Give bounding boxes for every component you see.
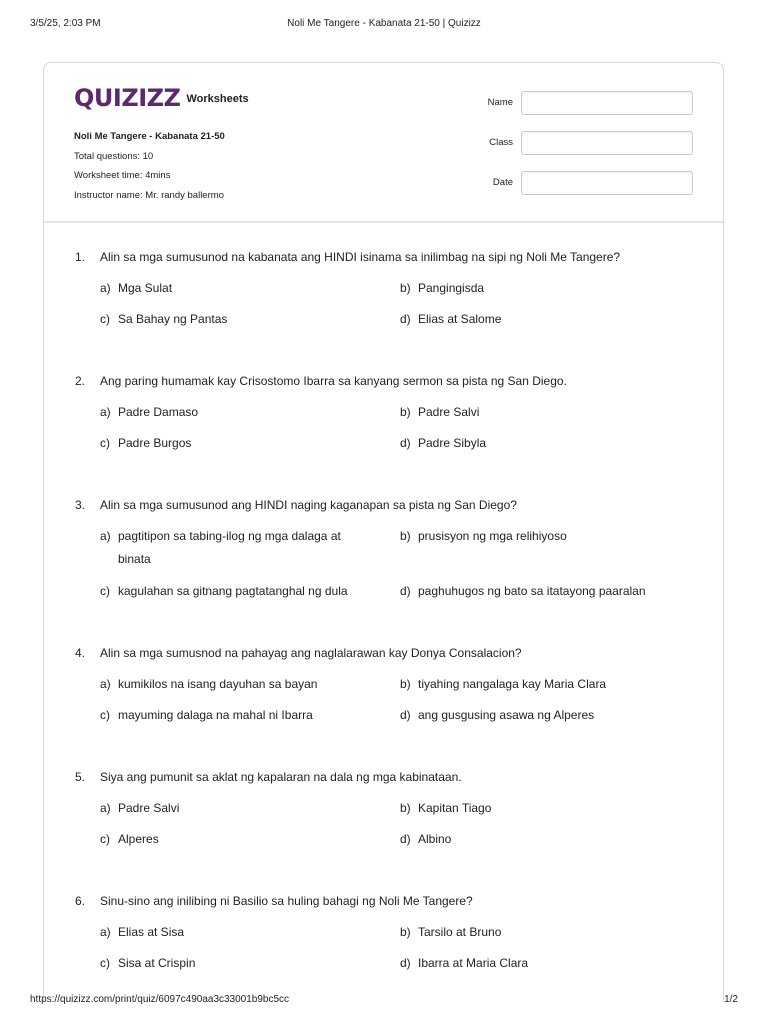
worksheet-time: Worksheet time: 4mins — [74, 170, 171, 181]
option-letter: c) — [100, 832, 110, 846]
option-c — [100, 704, 375, 727]
option-letter: a) — [100, 801, 111, 815]
instructor-name: Instructor name: Mr. randy ballermo — [74, 189, 224, 201]
name-field-row — [473, 91, 693, 115]
option-letter: a) — [100, 677, 111, 691]
option-letter: d) — [400, 584, 411, 598]
option-d — [400, 432, 675, 455]
option-letter: b) — [400, 529, 411, 543]
option-letter: d) — [400, 832, 411, 846]
option-text: Padre Salvi — [418, 405, 480, 419]
print-title: Noli Me Tangere - Kabanata 21-50 | Quizizz — [287, 18, 481, 29]
option-letter: c) — [100, 584, 110, 598]
option-text: Sa Bahay ng Pantas — [118, 312, 228, 326]
option-text: mayuming dalaga na mahal ni Ibarra — [118, 708, 313, 722]
question-number: 1. — [75, 250, 86, 264]
option-text: Padre Burgos — [118, 436, 192, 450]
option-b — [400, 921, 675, 944]
question-text: Alin sa mga sumusunod ang HINDI naging kaganapan sa pista ng San Diego? — [100, 498, 517, 512]
worksheet-title: Noli Me Tangere - Kabanata 21-50 — [74, 131, 225, 142]
option-text: paghuhugos ng bato sa itatayong paaralan — [418, 584, 646, 598]
question-number: 6. — [75, 894, 86, 908]
option-letter: c) — [100, 956, 110, 970]
worksheet-meta — [74, 127, 225, 205]
date-field[interactable] — [521, 171, 693, 195]
print-header — [30, 18, 738, 32]
option-text: Ibarra at Maria Clara — [418, 956, 529, 970]
date-field-row — [473, 171, 693, 195]
option-a — [100, 921, 375, 944]
option-letter: c) — [100, 312, 110, 326]
option-text: kagulahan sa gitnang pagtatanghal ng dula — [118, 584, 348, 598]
print-footer — [30, 994, 738, 1008]
question-number: 3. — [75, 498, 86, 512]
option-letter: b) — [400, 925, 411, 939]
option-d — [400, 308, 675, 331]
class-label: Class — [489, 137, 513, 148]
option-text: Sisa at Crispin — [118, 956, 196, 970]
option-a — [100, 401, 375, 424]
worksheet-header — [44, 63, 723, 223]
print-url: https://quizizz.com/print/quiz/6097c490aa3c33001b9bc5cc — [30, 994, 290, 1005]
option-text: prusisyon ng mga relihiyoso — [418, 529, 567, 543]
option-text: Kapitan Tiago — [418, 801, 492, 815]
question-text: Siya ang pumunit sa aklat ng kapalaran na dala ng mga kabinataan. — [100, 770, 462, 784]
total-questions: Total questions: 10 — [74, 150, 154, 162]
option-letter: b) — [400, 405, 411, 419]
option-b — [400, 525, 675, 548]
option-c — [100, 580, 375, 603]
option-c — [100, 952, 375, 975]
option-letter: a) — [100, 925, 111, 939]
option-letter: b) — [400, 801, 411, 815]
option-b — [400, 277, 675, 300]
name-field[interactable] — [521, 91, 693, 115]
page-number: 1/2 — [724, 994, 738, 1005]
option-a — [100, 525, 375, 571]
quizizz-logo — [74, 84, 249, 112]
option-letter: a) — [100, 281, 111, 295]
student-info-fields — [473, 91, 693, 211]
option-letter: d) — [400, 708, 411, 722]
question-number: 5. — [75, 770, 86, 784]
option-text: Padre Sibyla — [418, 436, 487, 450]
option-letter: c) — [100, 708, 110, 722]
option-b — [400, 797, 675, 820]
option-text: Alperes — [118, 832, 159, 846]
option-c — [100, 308, 375, 331]
option-text: Tarsilo at Bruno — [418, 925, 502, 939]
option-letter: b) — [400, 677, 411, 691]
option-text: kumikilos na isang dayuhan sa bayan — [118, 677, 318, 691]
option-a — [100, 797, 375, 820]
option-c — [100, 828, 375, 851]
option-letter: d) — [400, 436, 411, 450]
date-label: Date — [492, 177, 513, 188]
option-d — [400, 828, 675, 851]
option-letter: c) — [100, 436, 110, 450]
option-letter: d) — [400, 956, 411, 970]
question-text: Alin sa mga sumusnod na pahayag ang naglalarawan kay Donya Consalacion? — [100, 646, 522, 660]
option-d — [400, 580, 675, 603]
worksheet-card — [43, 62, 724, 1002]
class-field[interactable] — [521, 131, 693, 155]
option-text: Pangingisda — [418, 281, 485, 295]
option-a — [100, 673, 375, 696]
option-letter: b) — [400, 281, 411, 295]
question-text: Sinu-sino ang inilibing ni Basilio sa huling bahagi ng Noli Me Tangere? — [100, 894, 473, 908]
option-text: Padre Damaso — [118, 405, 199, 419]
option-d — [400, 704, 675, 727]
option-letter: a) — [100, 405, 111, 419]
option-text: tiyahing nangalaga kay Maria Clara — [418, 677, 607, 691]
option-text: pagtitipon sa tabing-ilog ng mga dalaga at binata — [118, 529, 341, 566]
option-letter: d) — [400, 312, 411, 326]
option-d — [400, 952, 675, 975]
question-number: 2. — [75, 374, 86, 388]
option-c — [100, 432, 375, 455]
class-field-row — [473, 131, 693, 155]
option-letter: a) — [100, 529, 111, 543]
option-b — [400, 673, 675, 696]
print-datetime: 3/5/25, 2:03 PM — [30, 18, 101, 29]
option-text: ang gusgusing asawa ng Alperes — [418, 708, 595, 722]
option-text: Mga Sulat — [118, 281, 173, 295]
question-number: 4. — [75, 646, 86, 660]
logo-section-label: Worksheets — [186, 93, 249, 105]
option-text: Albino — [418, 832, 452, 846]
logo-wordmark: QUIZIZZ — [74, 84, 181, 112]
option-b — [400, 401, 675, 424]
option-text: Padre Salvi — [118, 801, 180, 815]
question-text: Alin sa mga sumusunod na kabanata ang HINDI isinama sa inilimbag na sipi ng Noli Me Tangere? — [100, 250, 621, 264]
option-a — [100, 277, 375, 300]
name-label: Name — [487, 97, 513, 108]
option-text: Elias at Sisa — [118, 925, 185, 939]
question-text: Ang paring humamak kay Crisostomo Ibarra sa kanyang sermon sa pista ng San Diego. — [100, 374, 567, 388]
option-text: Elias at Salome — [418, 312, 502, 326]
